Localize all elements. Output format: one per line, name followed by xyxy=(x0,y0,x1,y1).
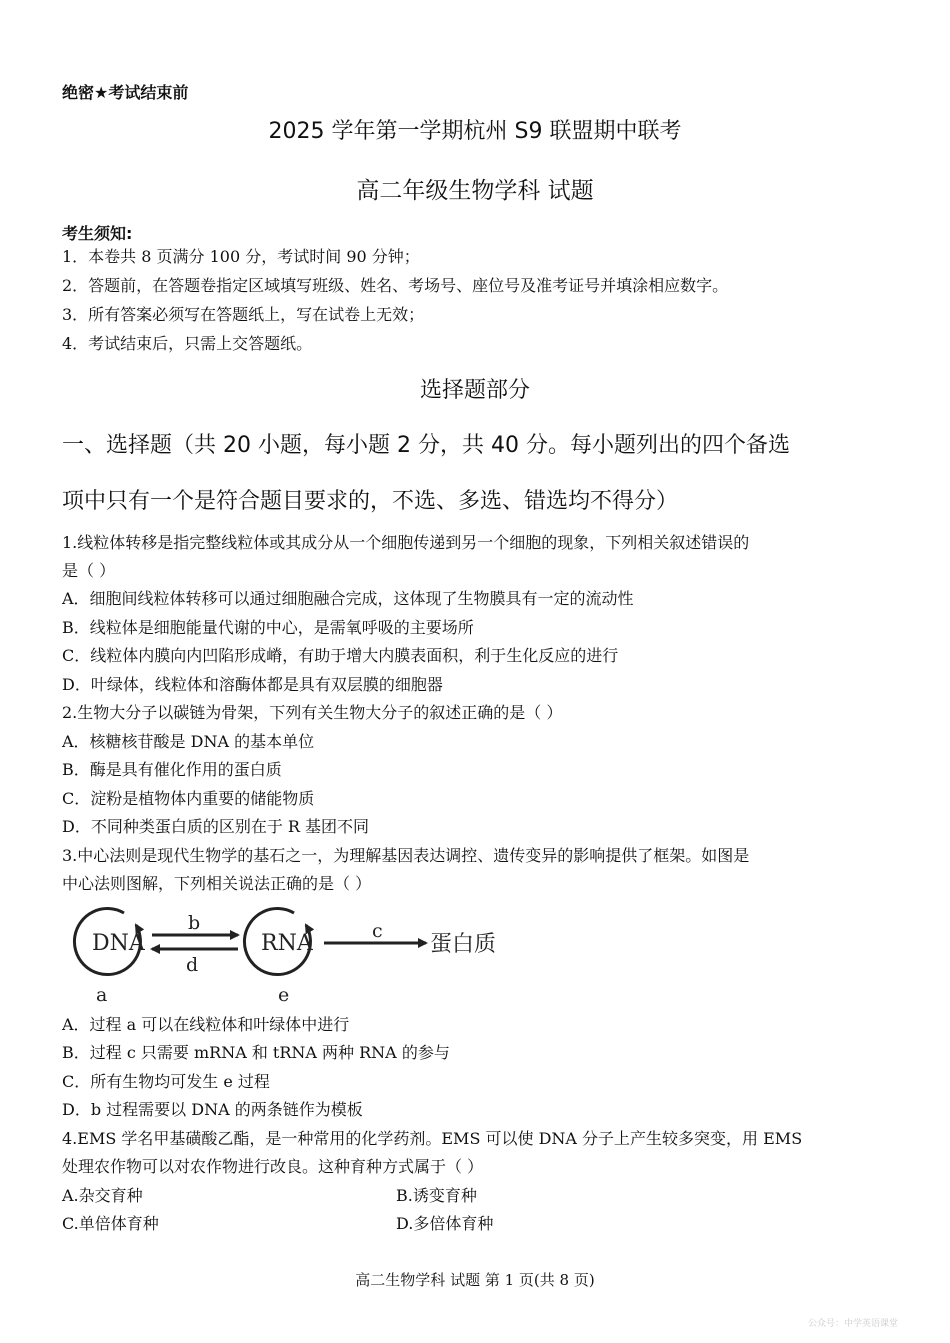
q2-stem: 2.生物大分子以碳链为骨架，下列有关生物大分子的叙述正确的是（ ） xyxy=(62,703,563,722)
label-d: d xyxy=(186,954,199,976)
q3-option-b: B．过程 c 只需要 mRNA 和 tRNA 两种 RNA 的参与 xyxy=(62,1043,450,1062)
q3-stem: 3.中心法则是现代生物学的基石之一，为理解基因表达调控、遗传变异的影响提供了框架。如图是 xyxy=(62,846,750,865)
exam-title: 2025 学年第一学期杭州 S9 联盟期中联考 xyxy=(268,119,682,144)
section-title: 选择题部分 xyxy=(419,378,530,403)
protein-node: 蛋白质 xyxy=(430,932,497,957)
notice-item: 2．答题前，在答题卷指定区域填写班级、姓名、考场号、座位号及准考证号并填涂相应数字。 xyxy=(62,276,729,295)
notice-heading: 考生须知: xyxy=(62,224,133,243)
rna-node: RNA xyxy=(261,931,313,956)
q1-stem: 1.线粒体转移是指完整线粒体或其成分从一个细胞传递到另一个细胞的现象，下列相关叙述错误的 xyxy=(62,533,750,552)
notice-item: 3．所有答案必须写在答题纸上，写在试卷上无效； xyxy=(62,305,425,324)
notice-item: 1．本卷共 8 页满分 100 分，考试时间 90 分钟； xyxy=(62,247,420,266)
q1-option-c: C．线粒体内膜向内凹陷形成嵴，有助于增大内膜表面积，利于生化反应的进行 xyxy=(62,646,619,665)
confidential-label: 绝密★考试结束前 xyxy=(62,83,189,102)
label-c: c xyxy=(372,920,383,942)
part-heading-line1: 一、选择题（共 20 小题，每小题 2 分，共 40 分。每小题列出的四个备选 xyxy=(62,433,790,458)
label-e: e xyxy=(278,984,290,1005)
q4-option-a: A.杂交育种 xyxy=(62,1186,143,1205)
q3-stem-cont: 中心法则图解，下列相关说法正确的是（ ） xyxy=(62,874,372,893)
q1-stem-cont: 是（ ） xyxy=(62,561,116,580)
watermark: 公众号：中学英语课堂 xyxy=(808,1319,899,1329)
q4-stem-cont: 处理农作物可以对农作物进行改良。这种育种方式属于（ ） xyxy=(62,1157,484,1176)
dna-node: DNA xyxy=(92,931,145,956)
q2-option-a: A．核糖核苷酸是 DNA 的基本单位 xyxy=(62,732,315,751)
part-heading-line2: 项中只有一个是符合题目要求的，不选、多选、错选均不得分） xyxy=(62,489,679,514)
notice-item: 4．考试结束后，只需上交答题纸。 xyxy=(62,334,313,353)
q1-option-a: A．细胞间线粒体转移可以通过细胞融合完成，这体现了生物膜具有一定的流动性 xyxy=(62,589,634,608)
q2-option-b: B．酶是具有催化作用的蛋白质 xyxy=(62,760,282,779)
label-b: b xyxy=(188,912,201,934)
q2-option-c: C．淀粉是植物体内重要的储能物质 xyxy=(62,789,315,808)
label-a: a xyxy=(96,984,108,1005)
q4-option-c: C.单倍体育种 xyxy=(62,1214,159,1233)
q1-option-b: B．线粒体是细胞能量代谢的中心，是需氧呼吸的主要场所 xyxy=(62,618,474,637)
central-dogma-diagram xyxy=(62,905,522,1005)
q4-option-b: B.诱变育种 xyxy=(396,1186,477,1205)
q3-option-a: A．过程 a 可以在线粒体和叶绿体中进行 xyxy=(62,1015,350,1034)
q3-option-c: C．所有生物均可发生 e 过程 xyxy=(62,1072,270,1091)
q4-option-d: D.多倍体育种 xyxy=(396,1214,494,1233)
q2-option-d: D．不同种类蛋白质的区别在于 R 基团不同 xyxy=(62,817,370,836)
q4-stem: 4.EMS 学名甲基磺酸乙酯，是一种常用的化学药剂。EMS 可以使 DNA 分子上产生较多突变，用 EMS xyxy=(62,1129,803,1148)
exam-subtitle: 高二年级生物学科 试题 xyxy=(356,178,594,204)
q3-option-d: D．b 过程需要以 DNA 的两条链作为模板 xyxy=(62,1100,363,1119)
q1-option-d: D．叶绿体，线粒体和溶酶体都是具有双层膜的细胞器 xyxy=(62,675,443,694)
page-footer: 高二生物学科 试题 第 1 页(共 8 页) xyxy=(355,1271,595,1289)
